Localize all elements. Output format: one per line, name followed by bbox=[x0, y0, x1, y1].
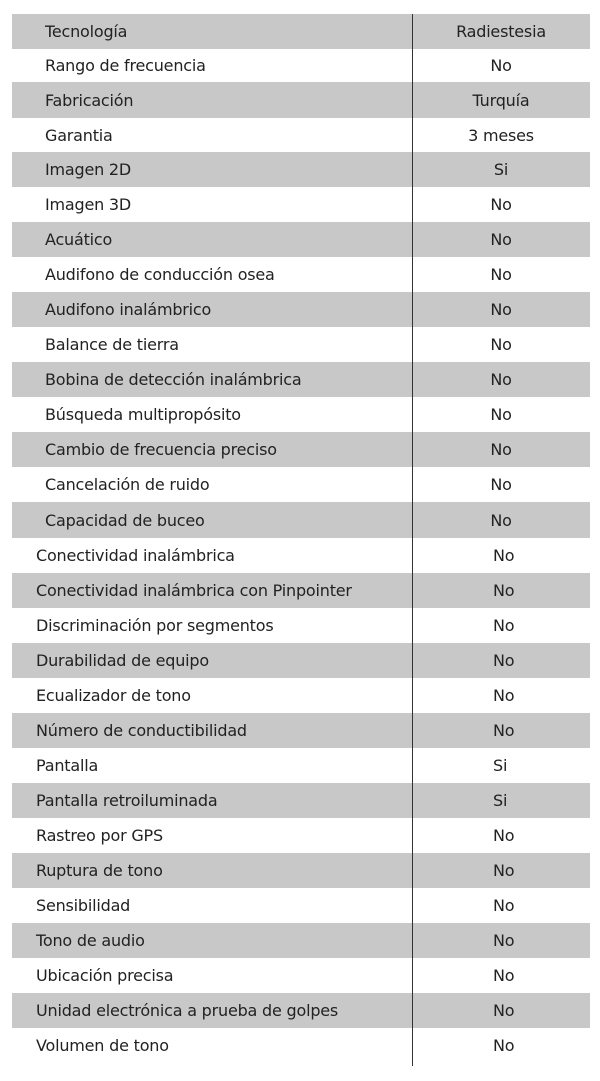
value-cell: No bbox=[490, 300, 512, 319]
table-row bbox=[12, 993, 590, 1028]
table-row bbox=[12, 118, 590, 152]
feature-cell: Número de conductibilidad bbox=[36, 721, 247, 740]
feature-cell: Rastreo por GPS bbox=[36, 826, 163, 845]
value-cell: No bbox=[493, 651, 515, 670]
value-cell: No bbox=[490, 335, 512, 354]
table-row bbox=[12, 958, 590, 993]
table-row bbox=[12, 748, 590, 783]
feature-cell: Ruptura de tono bbox=[36, 861, 163, 880]
value-cell: Radiestesia bbox=[456, 22, 546, 41]
value-cell: No bbox=[493, 931, 515, 950]
value-cell: Si bbox=[493, 160, 509, 179]
table-row bbox=[12, 538, 590, 573]
feature-cell: Acuático bbox=[45, 230, 113, 249]
spec-table-body bbox=[12, 14, 590, 1063]
table-row bbox=[12, 14, 590, 49]
feature-cell: Balance de tierra bbox=[45, 335, 179, 354]
table-row bbox=[12, 152, 590, 187]
feature-cell: Conectividad inalámbrica con Pinpointer bbox=[36, 581, 352, 600]
table-row bbox=[12, 923, 590, 958]
table-row bbox=[12, 82, 590, 118]
value-cell: Turquía bbox=[472, 90, 530, 110]
value-cell: No bbox=[490, 265, 512, 284]
value-cell: No bbox=[490, 405, 512, 424]
feature-cell: Unidad electrónica a prueba de golpes bbox=[36, 1001, 339, 1020]
feature-cell: Audifono de conducción osea bbox=[45, 265, 275, 284]
feature-cell: Imagen 3D bbox=[45, 195, 132, 214]
value-cell: No bbox=[493, 861, 515, 880]
value-cell: No bbox=[493, 616, 515, 635]
column-divider bbox=[412, 14, 413, 1066]
value-cell: No bbox=[493, 721, 515, 740]
table-row bbox=[12, 678, 590, 713]
feature-cell: Volumen de tono bbox=[36, 1036, 169, 1055]
value-cell: No bbox=[490, 56, 512, 75]
table-row bbox=[12, 502, 590, 538]
feature-cell: Capacidad de buceo bbox=[45, 510, 205, 530]
table-row bbox=[12, 888, 590, 923]
value-cell: 3 meses bbox=[468, 125, 534, 145]
value-cell: No bbox=[490, 475, 512, 494]
value-cell: No bbox=[490, 440, 512, 459]
feature-cell: Tecnología bbox=[45, 22, 128, 41]
value-cell: No bbox=[493, 896, 515, 915]
table-row bbox=[12, 467, 590, 502]
table-row bbox=[12, 608, 590, 643]
feature-cell: Fabricación bbox=[45, 90, 134, 110]
feature-cell: Conectividad inalámbrica bbox=[36, 546, 235, 565]
feature-cell: Discriminación por segmentos bbox=[36, 616, 274, 635]
feature-cell: Cambio de frecuencia preciso bbox=[45, 440, 277, 459]
value-cell: No bbox=[493, 826, 515, 845]
table-row bbox=[12, 818, 590, 853]
feature-cell: Pantalla bbox=[36, 756, 99, 775]
feature-cell: Pantalla retroiluminada bbox=[36, 791, 218, 810]
value-cell: No bbox=[493, 966, 515, 985]
value-cell: Si bbox=[493, 756, 508, 775]
feature-cell: Durabilidad de equipo bbox=[36, 651, 209, 670]
table-row bbox=[12, 362, 590, 397]
value-cell: No bbox=[493, 546, 515, 565]
table-row bbox=[12, 49, 590, 82]
value-cell: Si bbox=[493, 791, 508, 810]
table-row bbox=[12, 397, 590, 432]
value-cell: No bbox=[490, 230, 512, 249]
value-cell: No bbox=[493, 686, 515, 705]
table-row bbox=[12, 292, 590, 327]
table-row bbox=[12, 432, 590, 467]
feature-cell: Ecualizador de tono bbox=[36, 686, 191, 705]
spec-table bbox=[12, 14, 590, 1063]
feature-cell: Sensibilidad bbox=[36, 896, 131, 915]
table-row bbox=[12, 187, 590, 222]
table-row bbox=[12, 257, 590, 292]
table-row bbox=[12, 783, 590, 818]
feature-cell: Ubicación precisa bbox=[36, 966, 174, 985]
value-cell: No bbox=[493, 1001, 515, 1020]
value-cell: No bbox=[493, 1036, 515, 1055]
value-cell: No bbox=[490, 370, 512, 389]
feature-cell: Búsqueda multipropósito bbox=[45, 405, 241, 424]
table-row bbox=[12, 1028, 590, 1063]
table-row bbox=[12, 222, 590, 257]
table-row bbox=[12, 327, 590, 362]
feature-cell: Rango de frecuencia bbox=[45, 56, 206, 75]
value-cell: No bbox=[490, 195, 512, 214]
feature-cell: Cancelación de ruido bbox=[45, 475, 210, 494]
feature-cell: Imagen 2D bbox=[45, 160, 132, 179]
table-row bbox=[12, 853, 590, 888]
feature-cell: Garantia bbox=[45, 125, 113, 145]
feature-cell: Bobina de detección inalámbrica bbox=[45, 370, 302, 389]
feature-cell: Audifono inalámbrico bbox=[45, 300, 212, 319]
value-cell: No bbox=[493, 581, 515, 600]
value-cell: No bbox=[490, 510, 512, 530]
table-row bbox=[12, 643, 590, 678]
table-row bbox=[12, 713, 590, 748]
feature-cell: Tono de audio bbox=[36, 931, 145, 950]
table-row bbox=[12, 573, 590, 608]
